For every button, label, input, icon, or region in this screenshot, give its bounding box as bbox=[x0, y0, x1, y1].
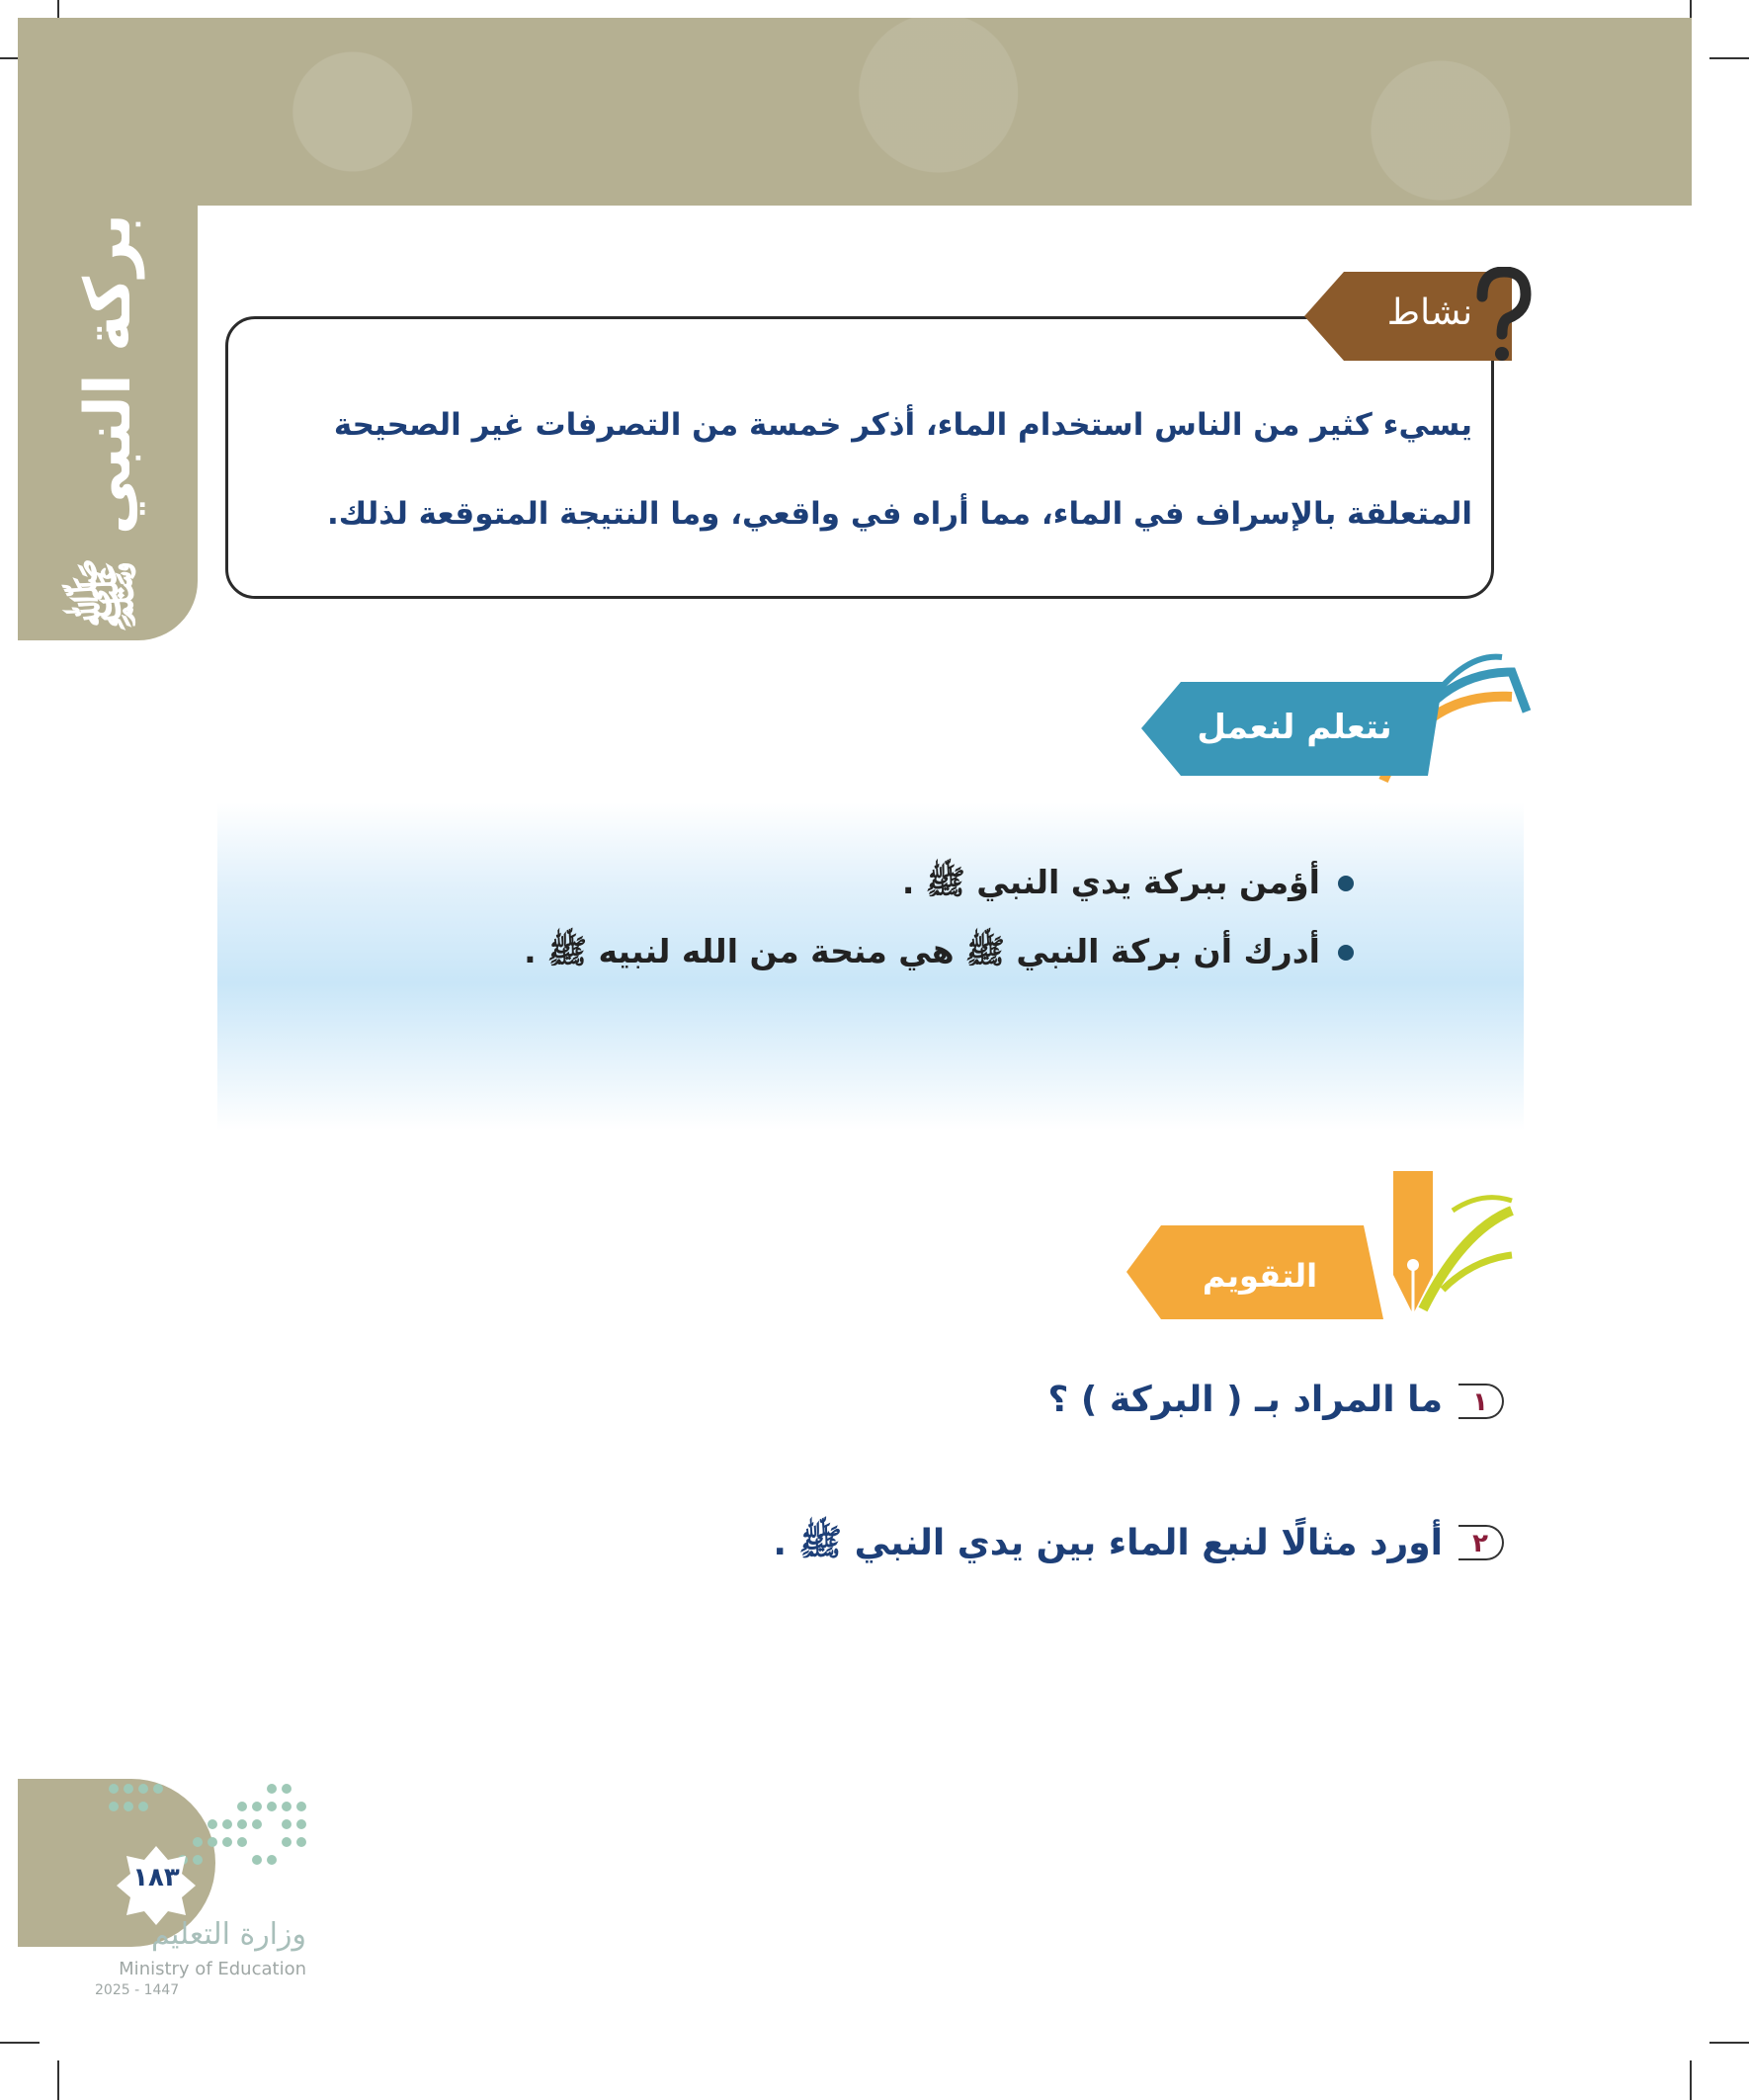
crop-mark bbox=[1690, 2060, 1692, 2100]
chapter-title-text: بركة النبي ﷺ bbox=[71, 212, 145, 633]
evaluation-label: التقويم bbox=[1202, 1257, 1318, 1295]
page-number: ١٨٣ bbox=[132, 1863, 180, 1892]
header-band bbox=[18, 18, 1692, 206]
objective-text: أؤمن ببركة يدي النبي ﷺ . bbox=[901, 863, 1320, 901]
crop-mark bbox=[0, 2042, 40, 2044]
question-number: ١ bbox=[1458, 1384, 1504, 1419]
bullet-icon bbox=[1338, 945, 1354, 961]
question-text: ما المراد بـ ( البركة ) ؟ bbox=[1047, 1380, 1443, 1420]
ministry-name-arabic: وزارة التعليم bbox=[150, 1917, 306, 1952]
objective-text: أدرك أن بركة النبي ﷺ هي منحة من الله لنبيه ﷺ . bbox=[524, 932, 1320, 970]
question-mark-icon bbox=[1472, 267, 1532, 366]
ministry-name-english: Ministry of Education bbox=[119, 1959, 306, 1979]
evaluation-tab bbox=[1126, 1171, 1522, 1319]
objectives-list bbox=[514, 848, 1354, 986]
list-item bbox=[514, 848, 1354, 917]
chapter-title bbox=[18, 206, 198, 640]
crop-mark bbox=[1709, 2042, 1749, 2044]
activity-text: يسيء كثير من الناس استخدام الماء، أذكر خمسة من التصرفات غير الصحيحة المتعلقة بالإسراف في الماء، مما أراه في واقعي، وما النتيجة المتوقعة لذلك. bbox=[327, 407, 1472, 532]
activity-label: نشاط bbox=[1386, 293, 1473, 333]
learn-label: نتعلم لنعمل bbox=[1197, 708, 1392, 747]
question-text: أورد مثالًا لنبع الماء بين يدي النبي ﷺ . bbox=[773, 1523, 1443, 1563]
bullet-icon bbox=[1338, 876, 1354, 891]
question-number: ٢ bbox=[1458, 1525, 1504, 1560]
crop-mark bbox=[1709, 57, 1749, 59]
list-item bbox=[514, 917, 1354, 986]
edition-year: 2025 - 1447 bbox=[95, 1982, 180, 1998]
crop-mark bbox=[57, 2060, 59, 2100]
